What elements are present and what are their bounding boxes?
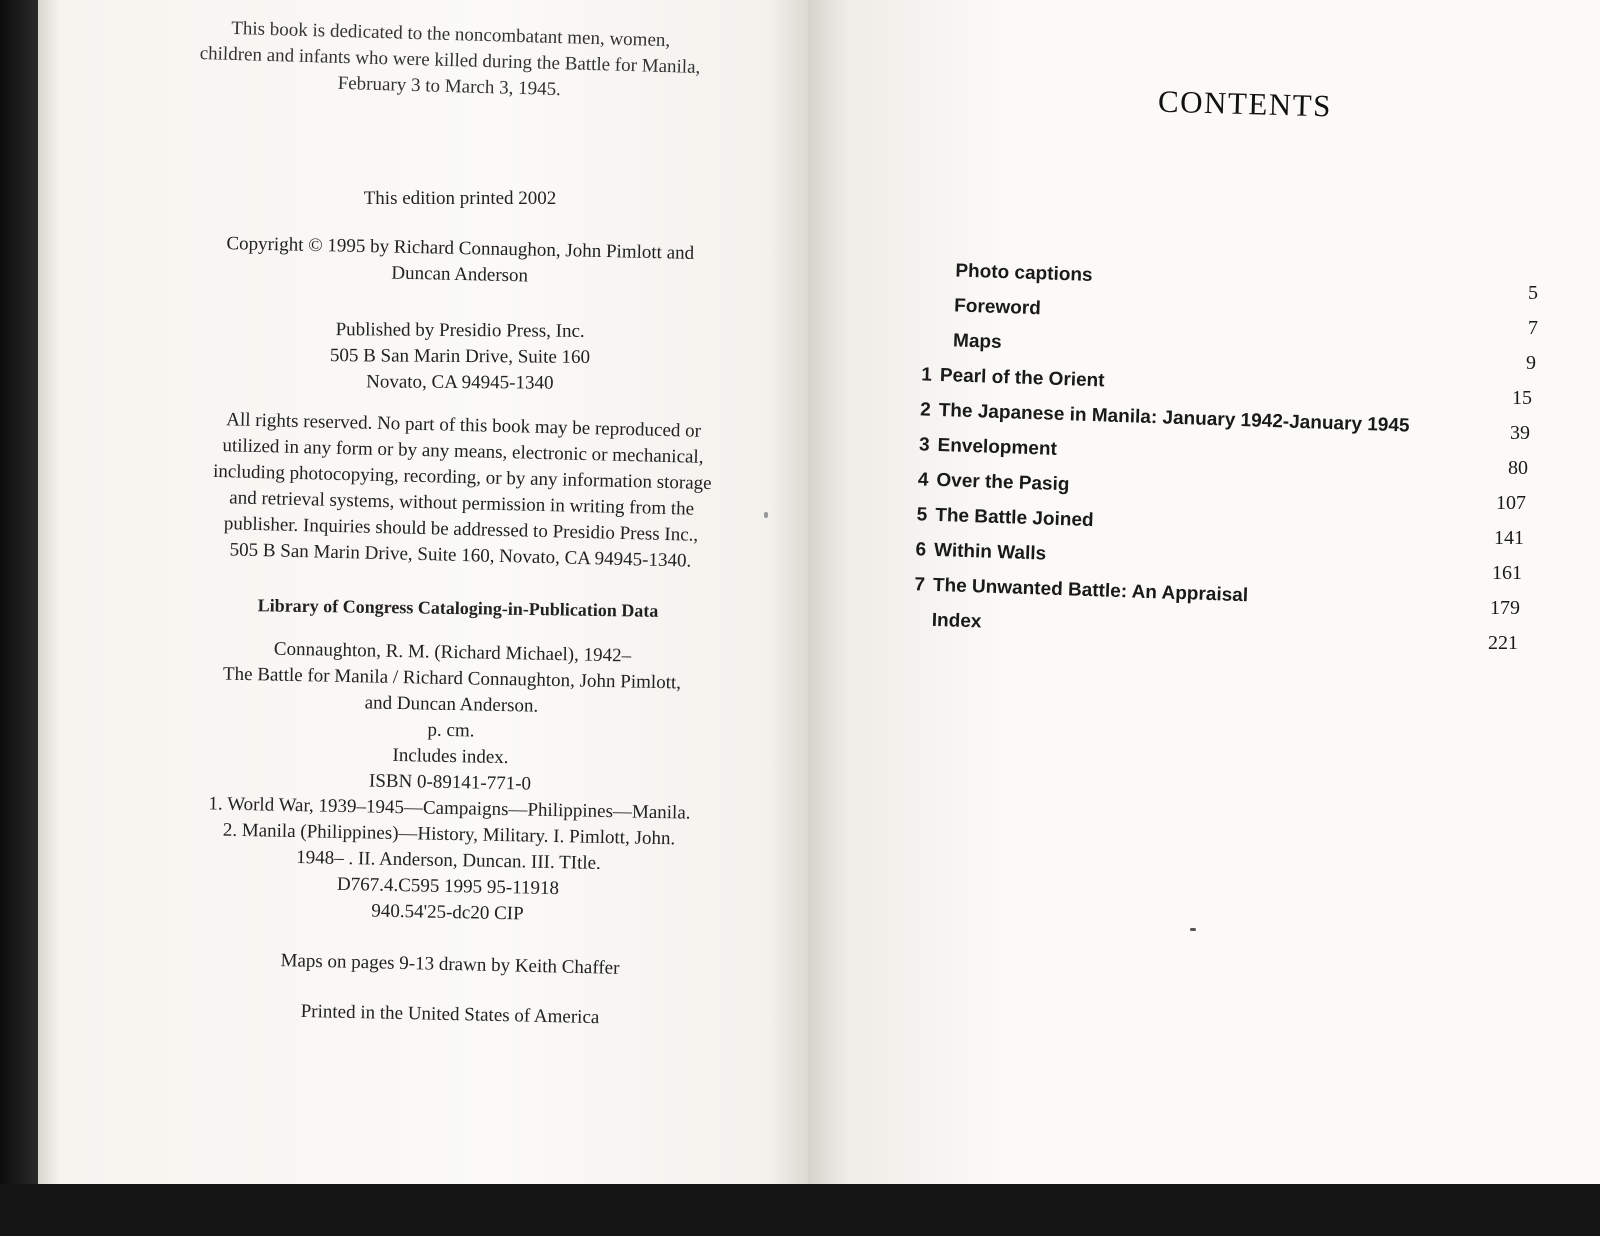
scan-edge-left xyxy=(0,0,38,1236)
toc-chapter-number: 5 xyxy=(916,504,928,526)
dedication-line: children and infants who were killed during the Battle for Manila, xyxy=(199,43,701,78)
cip-line: 940.54'25-dc20 CIP xyxy=(371,900,524,925)
toc-entry-title: Foreword xyxy=(953,295,1042,320)
toc-entry-title: Photo captions xyxy=(955,260,1093,286)
toc-chapter-number: 6 xyxy=(915,539,927,561)
toc-page-number: 141 xyxy=(1494,527,1524,549)
rights-line: publisher. Inquiries should be addressed to Presidio Press Inc., xyxy=(223,513,699,546)
copyright-line: Copyright © 1995 by Richard Connaughon, John Pimlott and xyxy=(226,233,695,264)
toc-chapter-number: 7 xyxy=(914,574,926,596)
publisher-info xyxy=(110,316,811,399)
toc-entry-title: Envelopment xyxy=(937,434,1058,460)
cip-line: and Duncan Anderson. xyxy=(364,692,539,717)
paper-speck xyxy=(1190,928,1196,931)
scan-edge-bottom xyxy=(0,1184,1600,1236)
toc-page-number: 9 xyxy=(1526,352,1536,374)
toc-page-number: 107 xyxy=(1496,492,1526,514)
cip-line: 1. World War, 1939–1945—Campaigns—Philippines—Manila. xyxy=(208,793,691,824)
rights-line: 505 B San Marin Drive, Suite 160, Novato, CA 94945-1340. xyxy=(229,539,692,572)
toc-chapter-number xyxy=(923,275,947,276)
edition-note: This edition printed 2002 xyxy=(363,188,557,209)
publisher-line: 505 B San Marin Drive, Suite 160 xyxy=(329,345,591,368)
rights-line: utilized in any form or by any means, electronic or mechanical, xyxy=(222,435,704,468)
rights-line: including photocopying, recording, or by any information storage xyxy=(212,460,712,495)
toc-chapter-number: 4 xyxy=(917,469,929,491)
publisher-line: Novato, CA 94945-1340 xyxy=(366,371,554,394)
copyright-line: Duncan Anderson xyxy=(391,262,529,287)
toc-chapter-number xyxy=(922,310,946,311)
toc-page-number: 7 xyxy=(1528,317,1538,339)
toc-page-number: 5 xyxy=(1528,282,1538,304)
cip-line: 1948– . II. Anderson, Duncan. III. TItle. xyxy=(296,847,601,874)
toc-entry-title: Within Walls xyxy=(933,539,1047,565)
cip-line: 2. Manila (Philippines)—History, Military. I. Pimlott, John. xyxy=(222,819,676,850)
publisher-line: Published by Presidio Press, Inc. xyxy=(335,319,585,342)
toc-page-number: 161 xyxy=(1492,562,1522,584)
toc-entry-title: Index xyxy=(931,609,982,633)
toc-entry-title: The Battle Joined xyxy=(934,504,1094,532)
toc-page-number: 80 xyxy=(1508,457,1528,479)
cip-line: The Battle for Manila / Richard Connaughton, John Pimlott, xyxy=(222,663,682,694)
cip-heading: Library of Congress Cataloging-in-Publication Data xyxy=(257,595,659,621)
toc-entry-title: Pearl of the Orient xyxy=(939,364,1105,392)
table-of-contents xyxy=(899,252,1471,655)
dedication-line: February 3 to March 3, 1945. xyxy=(337,72,562,101)
toc-chapter-number: 2 xyxy=(919,399,932,421)
toc-entry-title: Maps xyxy=(952,330,1002,354)
rights-statement xyxy=(110,404,814,577)
printed-in: Printed in the United States of America xyxy=(300,1000,600,1029)
toc-entry-title: The Unwanted Battle: An Appraisal xyxy=(932,574,1249,607)
toc-chapter-number xyxy=(900,625,924,626)
cip-line: Connaughton, R. M. (Richard Michael), 1942– xyxy=(273,638,632,667)
toc-chapter-number xyxy=(921,345,945,346)
toc-chapter-number: 3 xyxy=(918,434,930,456)
maps-credit: Maps on pages 9-13 drawn by Keith Chaffer xyxy=(280,950,620,979)
toc-page-number: 15 xyxy=(1512,387,1532,409)
toc-entry-title: Over the Pasig xyxy=(936,469,1070,496)
dedication-line: This book is dedicated to the noncombatant men, women, xyxy=(231,17,671,52)
paper-speck xyxy=(764,512,768,518)
contents-title: CONTENTS xyxy=(1157,83,1333,124)
toc-page-number: 39 xyxy=(1510,422,1530,444)
toc-page-number: 179 xyxy=(1490,597,1520,619)
toc-entry-title: The Japanese in Manila: January 1942-January 1945 xyxy=(938,399,1410,437)
toc-page-number: 221 xyxy=(1488,632,1518,654)
cip-line: D767.4.C595 1995 95-11918 xyxy=(336,873,560,900)
cip-line: p. cm. xyxy=(427,719,475,742)
cip-line: ISBN 0-89141-771-0 xyxy=(368,770,532,795)
cip-line: Includes index. xyxy=(392,744,509,769)
toc-chapter-number: 1 xyxy=(921,364,933,386)
rights-line: and retrieval systems, without permission in writing from the xyxy=(229,487,695,520)
cip-data xyxy=(97,633,802,932)
rights-line: All rights reserved. No part of this book may be reproduced or xyxy=(225,409,702,442)
